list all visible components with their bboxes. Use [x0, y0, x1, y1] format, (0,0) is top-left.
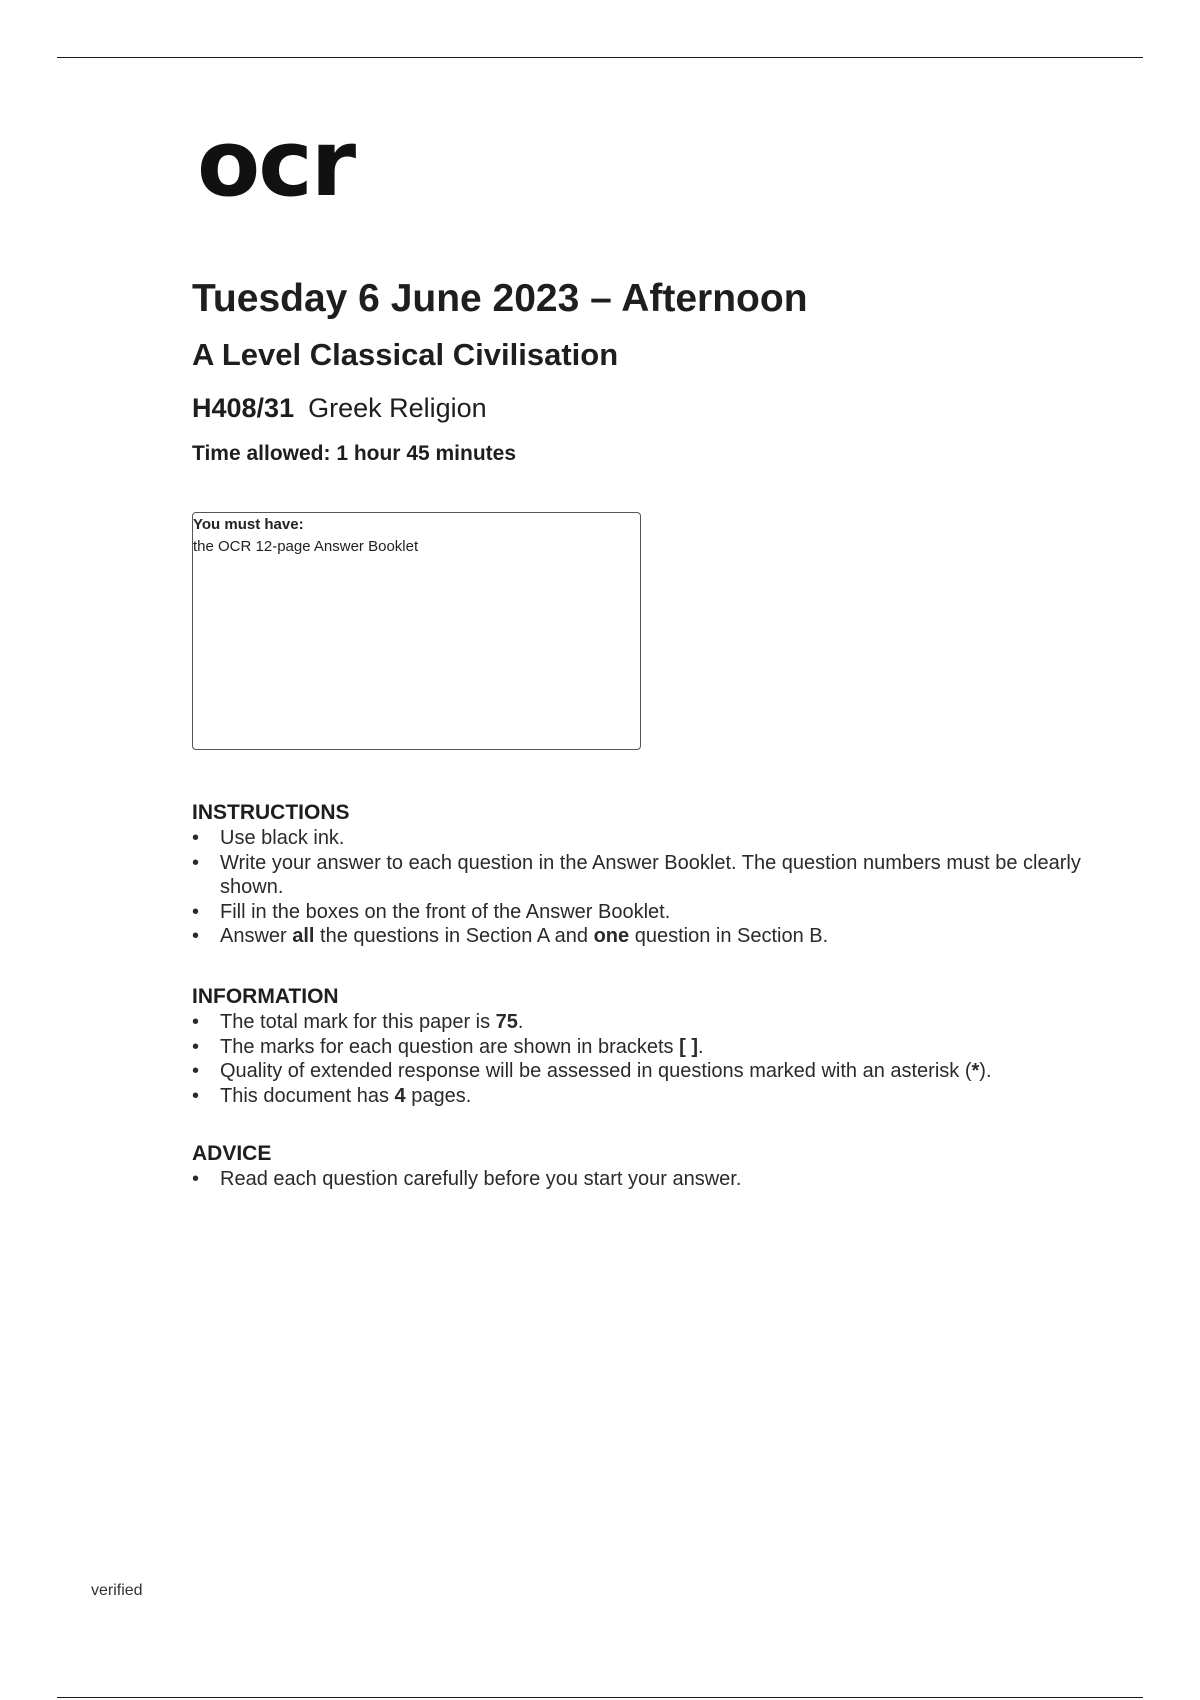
- bullet-icon: •: [192, 900, 200, 923]
- must-have-heading: You must have:: [193, 516, 304, 533]
- advice-section: [192, 1141, 1092, 1192]
- bullet-icon: •: [192, 1168, 200, 1190]
- exam-date-title: Tuesday 6 June 2023 – Afternoon: [192, 277, 808, 320]
- asterisk-symbol: *: [971, 1060, 980, 1082]
- instruction-text: Use black ink.: [220, 827, 345, 849]
- instruction-text: Fill in the boxes on the front of the Answer Booklet.: [220, 900, 671, 923]
- advice-text: Read each question carefully before you start your answer.: [220, 1168, 742, 1190]
- emphasis-one: one: [593, 925, 630, 947]
- exam-subject: A Level Classical Civilisation: [192, 337, 619, 372]
- advice-item: [192, 1167, 1092, 1192]
- information-text: The total mark for this paper is: [220, 1011, 496, 1033]
- information-text: pages.: [405, 1084, 472, 1107]
- information-heading: INFORMATION: [192, 985, 339, 1008]
- total-mark: 75: [495, 1011, 518, 1033]
- instruction-item: [192, 900, 1092, 925]
- must-have-box: [192, 512, 641, 750]
- information-text: This document has: [220, 1084, 395, 1107]
- bottom-rule: [57, 1697, 1143, 1698]
- information-item: [192, 1084, 1092, 1109]
- instruction-text: Write your answer to each question in the Answer Booklet. The question numbers must be clearly shown.: [220, 851, 1081, 898]
- page-count: 4: [394, 1084, 406, 1107]
- instructions-heading: INSTRUCTIONS: [192, 801, 350, 824]
- bullet-icon: •: [192, 1035, 200, 1058]
- information-section: [192, 984, 1092, 1108]
- instruction-text: question in Section B.: [629, 925, 829, 947]
- bullet-icon: •: [192, 1084, 200, 1107]
- bullet-icon: •: [192, 827, 200, 849]
- information-text: .: [698, 1035, 704, 1058]
- bullet-icon: •: [192, 1060, 200, 1082]
- instructions-section: [192, 800, 1092, 949]
- emphasis-all: all: [292, 925, 315, 947]
- time-allowed: Time allowed: 1 hour 45 minutes: [192, 442, 517, 465]
- information-text: ).: [979, 1060, 992, 1082]
- paper-code-line: [192, 393, 487, 424]
- information-item: [192, 1059, 1092, 1084]
- ocr-logo: ocr: [197, 110, 355, 217]
- information-text: The marks for each question are shown in brackets: [220, 1035, 680, 1058]
- instruction-text: the questions in Section A and: [314, 925, 594, 947]
- verified-note: verified: [91, 1582, 143, 1599]
- bullet-icon: •: [192, 1011, 200, 1033]
- information-text: .: [517, 1011, 524, 1033]
- top-rule: [57, 57, 1143, 58]
- advice-heading: ADVICE: [192, 1142, 272, 1165]
- instruction-item: [192, 924, 1092, 949]
- brackets-symbol: [ ]: [679, 1035, 699, 1058]
- bullet-icon: •: [192, 851, 200, 874]
- information-item: [192, 1010, 1092, 1035]
- instruction-item: [192, 851, 1092, 900]
- must-have-item: the OCR 12-page Answer Booklet: [193, 538, 419, 555]
- paper-name: Greek Religion: [308, 393, 487, 423]
- information-list: [192, 1010, 1092, 1108]
- instructions-list: [192, 826, 1092, 949]
- information-item: [192, 1035, 1092, 1060]
- instruction-text: Answer: [220, 925, 293, 947]
- instruction-item: [192, 826, 1092, 851]
- advice-list: [192, 1167, 1092, 1192]
- information-text: Quality of extended response will be assessed in questions marked with an asterisk (: [220, 1060, 972, 1082]
- bullet-icon: •: [192, 925, 200, 947]
- paper-code: H408/31: [192, 393, 295, 423]
